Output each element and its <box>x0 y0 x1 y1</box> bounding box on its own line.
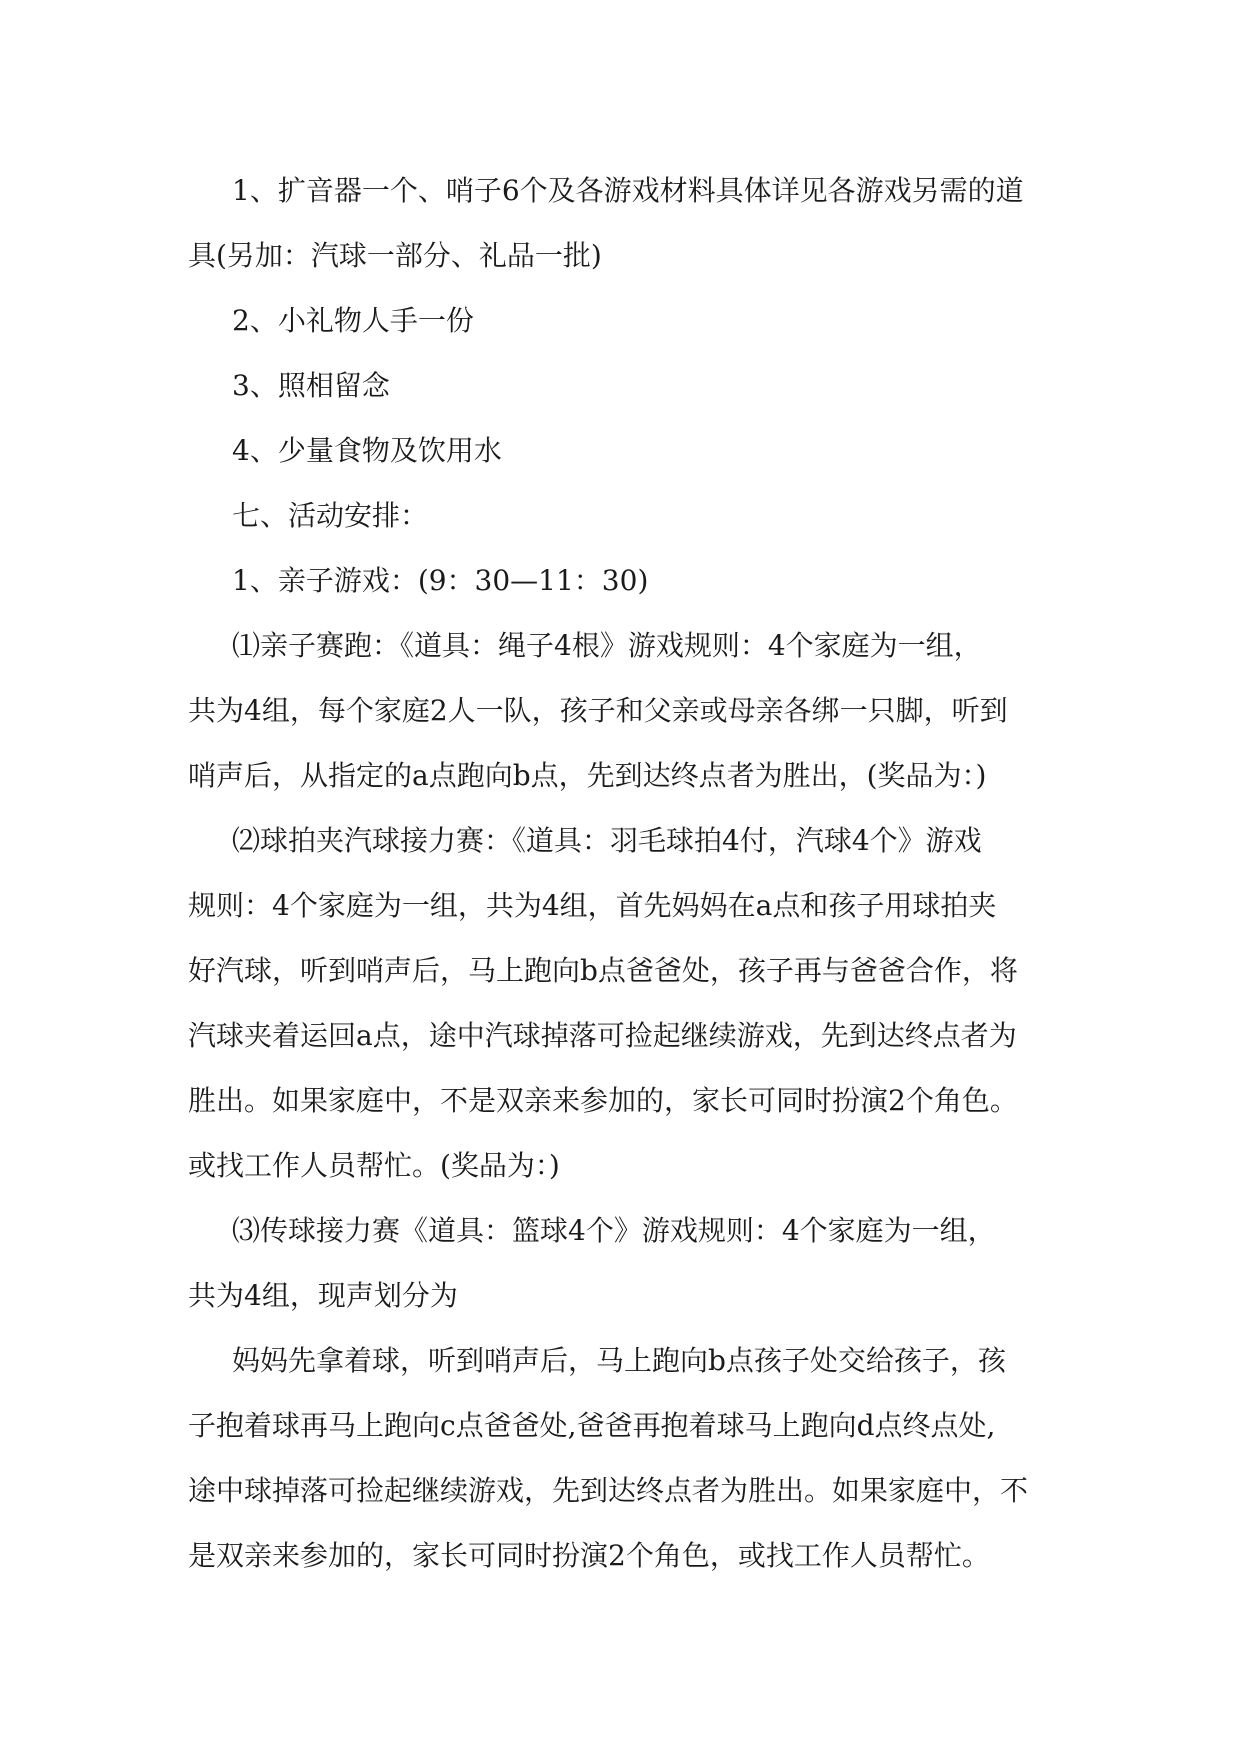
text-line: 1、扩音器一个、哨子6个及各游戏材料具体详见各游戏另需的道 <box>232 174 1024 207</box>
text-line: 3、照相留念 <box>232 369 390 402</box>
paragraph-equipment <box>188 158 1068 288</box>
text-line: ⑶传球接力赛《道具：篮球4个》游戏规则：4个家庭为一组， <box>232 1214 996 1247</box>
text-line: 4、少量食物及饮用水 <box>232 434 502 467</box>
paragraph-parent-child-games <box>188 548 1068 613</box>
text-line: ⑵球拍夹汽球接力赛：《道具：羽毛球拍4付，汽球4个》游戏 <box>232 824 982 857</box>
text-line: 1、亲子游戏：(9：30—11：30) <box>232 564 649 597</box>
paragraph-balloon-relay <box>188 808 1068 1198</box>
text-line: 共为4组，每个家庭2人一队，孩子和父亲或母亲各绑一只脚，听到 <box>188 694 1008 727</box>
text-line: 是双亲来参加的，家长可同时扮演2个角色，或找工作人员帮忙。 <box>188 1539 990 1572</box>
text-line: 七、活动安排： <box>232 499 429 532</box>
text-line: 胜出。如果家庭中，不是双亲来参加的，家长可同时扮演2个角色。 <box>188 1084 1018 1117</box>
text-line: 汽球夹着运回a点，途中汽球掉落可捡起继续游戏，先到达终点者为 <box>188 1019 1017 1052</box>
text-line: 途中球掉落可捡起继续游戏，先到达终点者为胜出。如果家庭中，不 <box>188 1474 1029 1507</box>
text-line: 规则：4个家庭为一组，共为4组，首先妈妈在a点和孩子用球拍夹 <box>188 889 997 922</box>
text-line: 共为4组，现声划分为 <box>188 1279 458 1312</box>
paragraph-ball-relay-rules <box>188 1328 1068 1588</box>
paragraph-ball-relay <box>188 1198 1068 1328</box>
text-line: ⑴亲子赛跑：《道具：绳子4根》游戏规则：4个家庭为一组， <box>232 629 982 662</box>
paragraph-food <box>188 418 1068 483</box>
section-heading-schedule <box>188 483 1068 548</box>
paragraph-gifts <box>188 288 1068 353</box>
text-line: 具(另加：汽球一部分、礼品一批) <box>188 239 602 272</box>
text-line: 妈妈先拿着球，听到哨声后，马上跑向b点孩子处交给孩子，孩 <box>232 1344 1006 1377</box>
text-line: 2、小礼物人手一份 <box>232 304 474 337</box>
text-line: 子抱着球再马上跑向c点爸爸处,爸爸再抱着球马上跑向d点终点处, <box>188 1409 996 1442</box>
text-line: 或找工作人员帮忙。(奖品为：) <box>188 1149 560 1182</box>
text-line: 哨声后，从指定的a点跑向b点，先到达终点者为胜出，(奖品为：) <box>188 759 987 792</box>
document-body <box>188 158 1068 1588</box>
paragraph-race-game <box>188 613 1068 808</box>
text-line: 好汽球，听到哨声后，马上跑向b点爸爸处，孩子再与爸爸合作，将 <box>188 954 1018 987</box>
paragraph-photos <box>188 353 1068 418</box>
